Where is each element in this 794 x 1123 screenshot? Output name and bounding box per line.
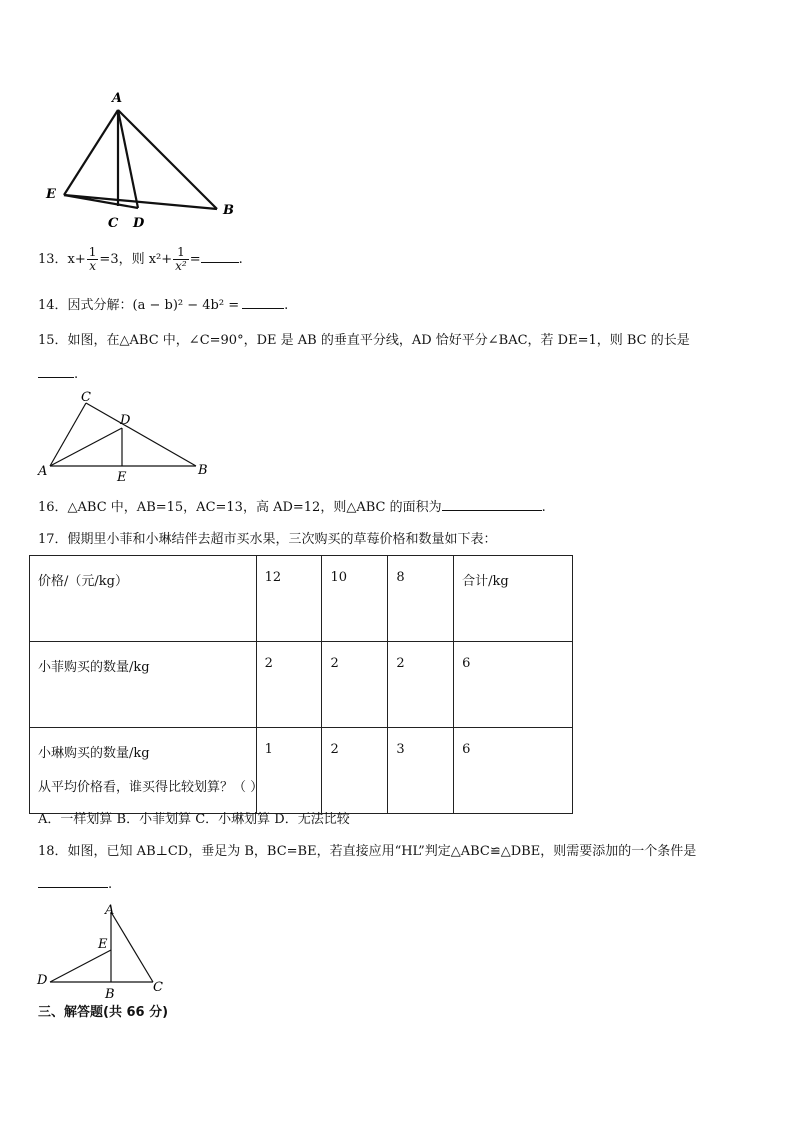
table-cell: 10 <box>322 556 388 642</box>
table-cell: 8 <box>388 556 454 642</box>
label-C: C <box>81 390 91 405</box>
label-A: A <box>38 464 48 479</box>
q17-text: 17．假期里小菲和小琳结伴去超市买水果，三次购买的草莓价格和数量如下表： <box>38 532 497 547</box>
table-cell: 6 <box>454 642 573 728</box>
label-D: D <box>133 216 145 231</box>
label-A: A <box>112 91 123 106</box>
q16-answer-blank[interactable] <box>442 498 542 511</box>
q18-answer-blank[interactable] <box>38 875 108 888</box>
q13-f1-num: 1 <box>88 245 97 259</box>
table-cell: 1 <box>256 728 322 814</box>
table-cell: 合计/kg <box>454 556 573 642</box>
q13-fraction-1 <box>87 246 99 273</box>
q13-post: = <box>189 252 201 267</box>
table-cell: 2 <box>322 642 388 728</box>
table-row <box>30 728 573 814</box>
q13-mid: =3，则 x²+ <box>99 252 173 267</box>
question-18 <box>38 843 696 861</box>
table-row <box>30 556 573 642</box>
question-17 <box>38 531 497 549</box>
label-C: C <box>108 216 119 231</box>
table-cell: 价格/（元/kg） <box>30 556 257 642</box>
q15-answer-blank[interactable] <box>38 365 74 378</box>
question-18-answer-line <box>38 875 112 894</box>
figure-triangle-acb <box>34 389 214 483</box>
q14-text: 14．因式分解：(a − b)² − 4b² = <box>38 298 240 313</box>
table-cell: 3 <box>388 728 454 814</box>
q13-end: . <box>238 252 243 267</box>
q17-options <box>38 811 350 829</box>
label-E: E <box>98 937 108 952</box>
q15-text: 15．如图，在△ABC 中，∠C=90°，DE 是 AB 的垂直平分线，AD 恰好平分∠BAC，若 DE=1，则 BC 的长是 <box>38 333 690 348</box>
table-cell: 小菲购买的数量/kg <box>30 642 257 728</box>
price-table <box>29 555 573 814</box>
question-15 <box>38 332 690 350</box>
q13-f1-den: x <box>89 259 96 273</box>
q14-answer-blank[interactable] <box>242 296 284 309</box>
q16-end: . <box>541 500 546 515</box>
table-cell: 2 <box>256 642 322 728</box>
table-cell: 2 <box>388 642 454 728</box>
q17-question <box>38 779 263 797</box>
label-E: E <box>117 470 127 483</box>
figure-triangle-aecdb <box>40 86 250 236</box>
question-15-answer-line <box>38 365 78 384</box>
table-cell: 12 <box>256 556 322 642</box>
q18-end: . <box>108 877 113 892</box>
label-B: B <box>105 987 115 1002</box>
question-16 <box>38 498 546 517</box>
q13-f2-den: x² <box>175 259 187 273</box>
q13-answer-blank[interactable] <box>201 250 239 263</box>
table-cell: 2 <box>322 728 388 814</box>
label-D: D <box>37 973 48 988</box>
q17-options-text: A．一样划算 B．小菲划算 C．小琳划算 D．无法比较 <box>38 812 350 827</box>
figure-triangle-adc <box>34 898 174 1002</box>
q17-question-text: 从平均价格看，谁买得比较划算？（ ） <box>38 780 264 795</box>
label-C: C <box>153 980 163 995</box>
q14-end: . <box>284 298 289 313</box>
q15-end: . <box>74 367 79 382</box>
question-14 <box>38 296 288 315</box>
label-E: E <box>46 187 56 202</box>
label-B: B <box>198 463 208 478</box>
label-A: A <box>105 903 115 918</box>
label-B: B <box>223 203 234 218</box>
question-13 <box>38 246 243 273</box>
q13-number: 13． <box>38 252 68 267</box>
q13-pre: x+ <box>67 252 86 267</box>
label-D: D <box>120 413 131 428</box>
table-cell: 小琳购买的数量/kg <box>30 728 257 814</box>
q18-text: 18．如图，已知 AB⊥CD，垂足为 B，BC=BE，若直接应用“HL”判定△ABC≌△DBE，则需要添加的一个条件是 <box>38 844 697 859</box>
q13-fraction-2 <box>173 246 189 273</box>
section-title: 三、解答题(共 66 分) <box>38 1005 169 1020</box>
table-row <box>30 642 573 728</box>
table-cell: 6 <box>454 728 573 814</box>
q13-f2-num: 1 <box>173 246 189 260</box>
q16-text: 16．△ABC 中，AB=15，AC=13，高 AD=12，则△ABC 的面积为 <box>38 500 442 515</box>
